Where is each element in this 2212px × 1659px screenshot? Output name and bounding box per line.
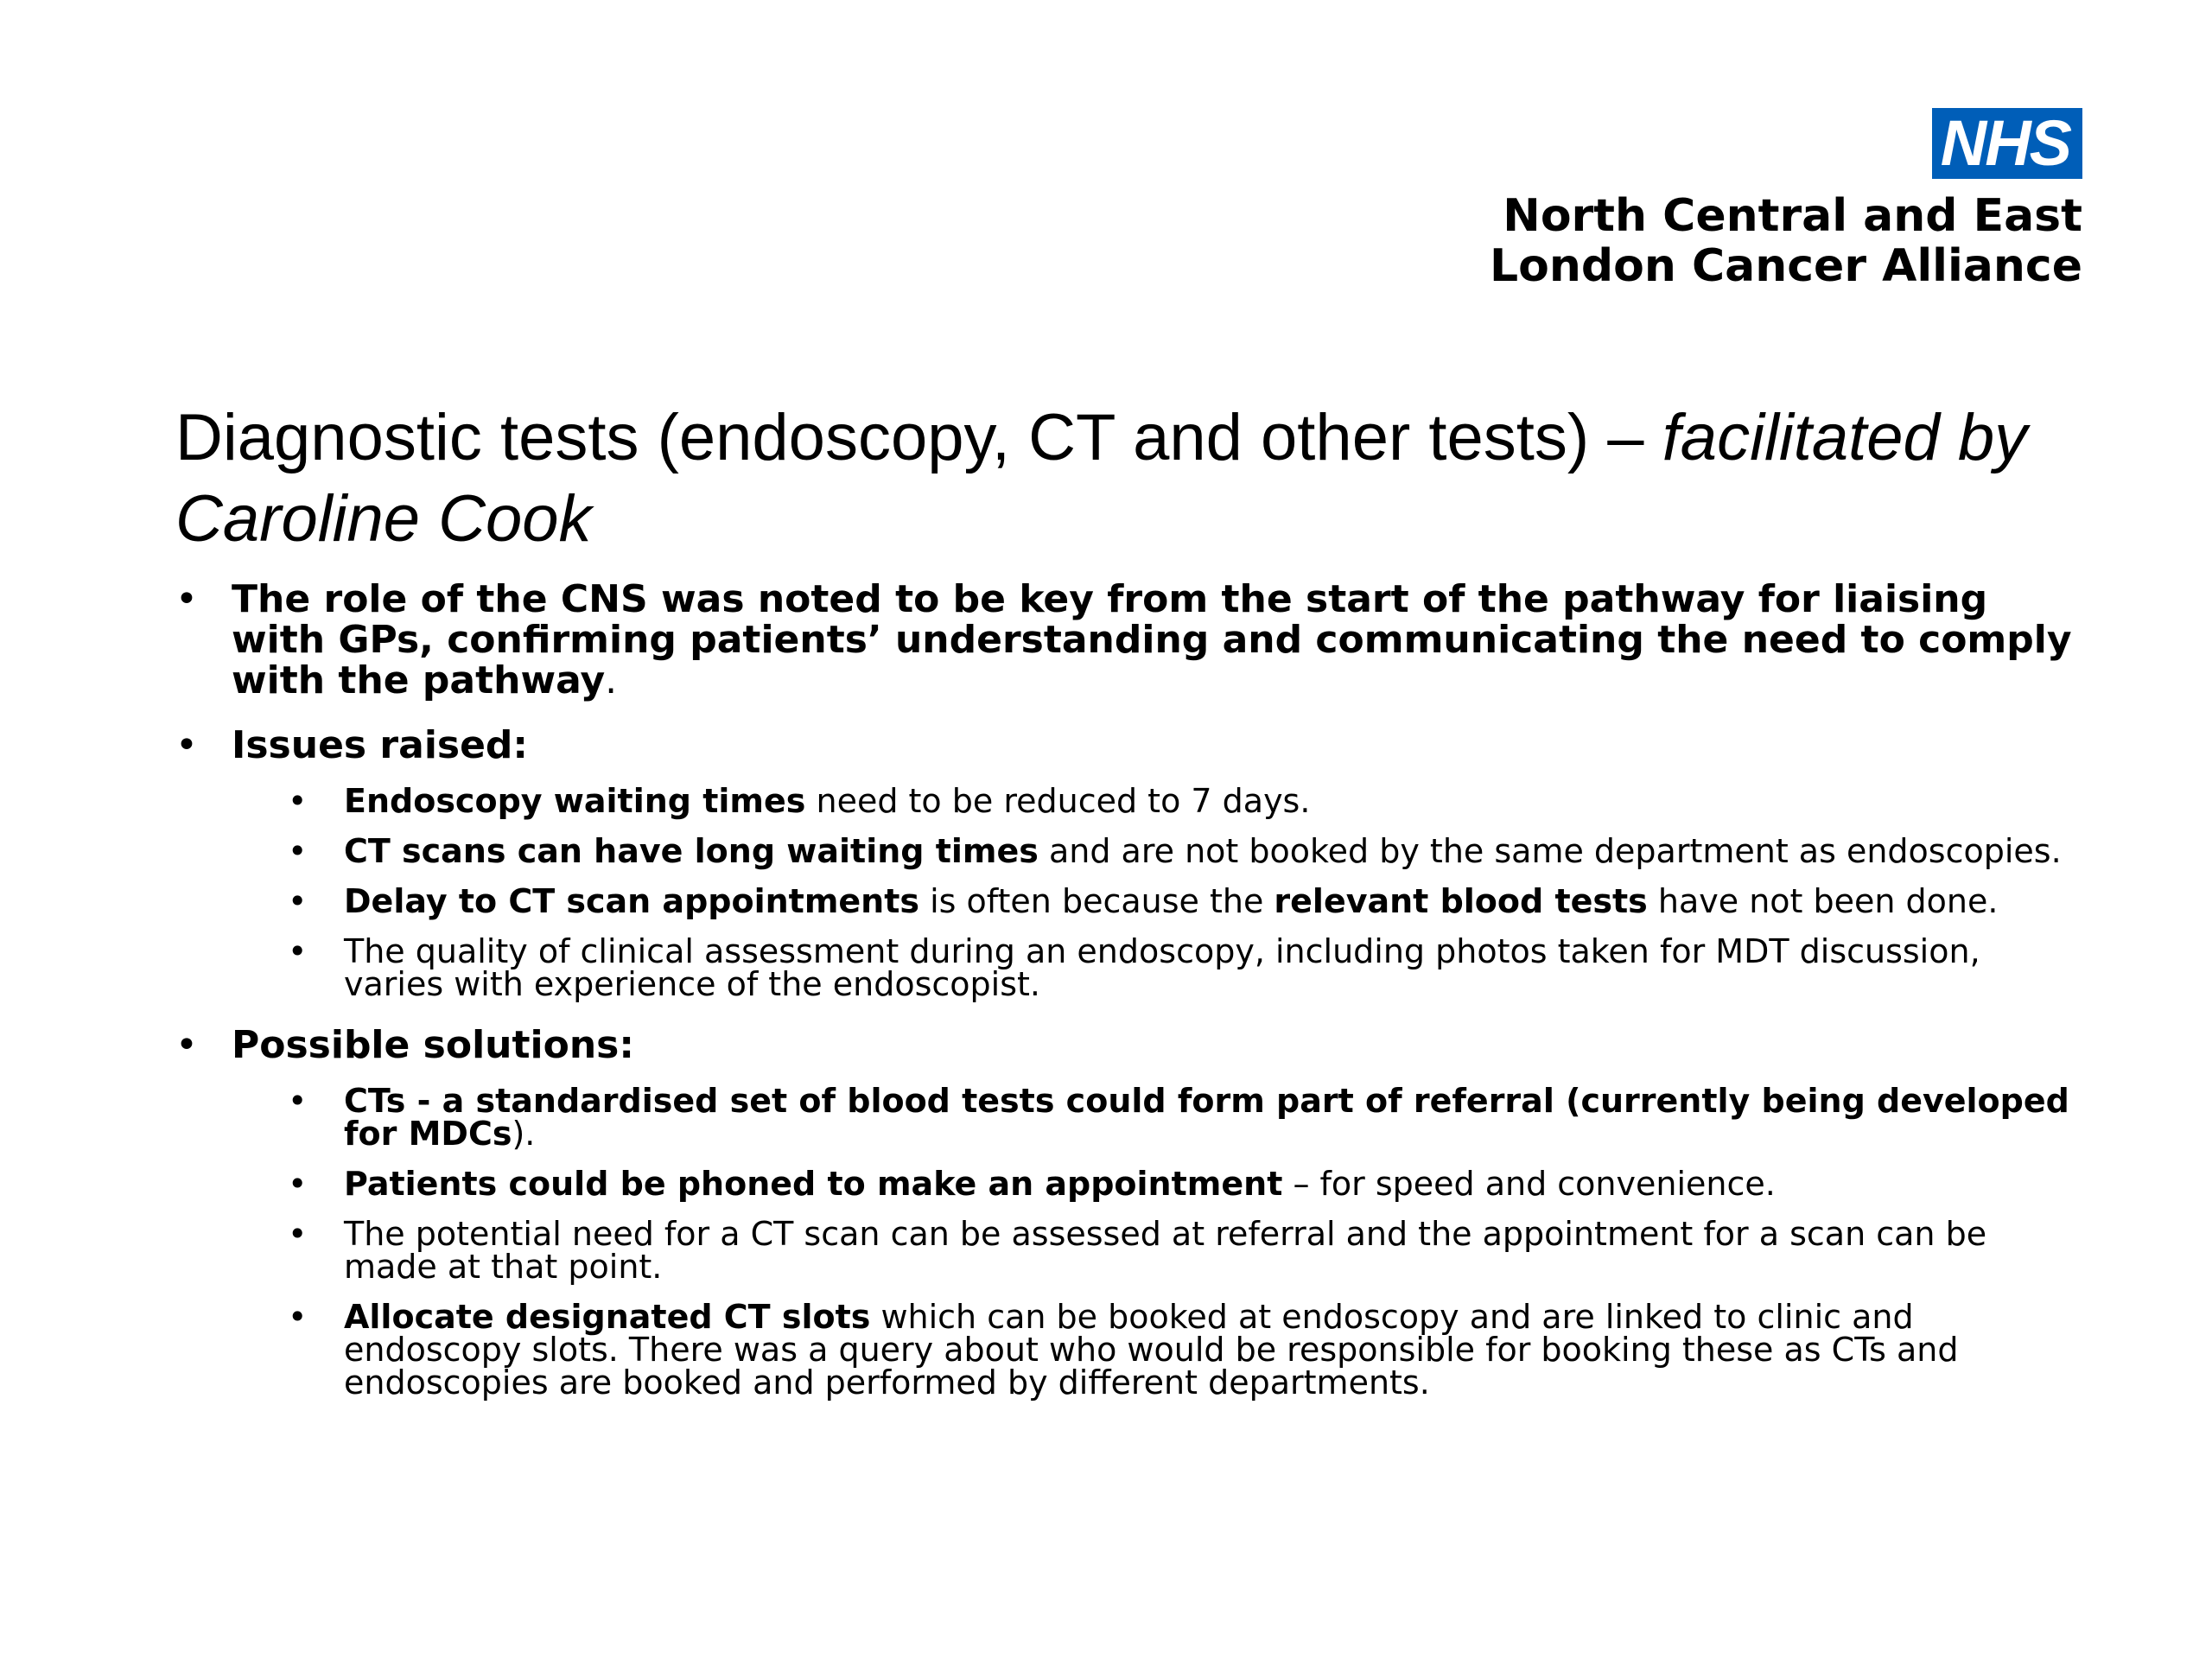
solution-item <box>288 1082 2076 1153</box>
issue-bold-2: relevant blood tests <box>1274 882 1648 920</box>
bullet-icon: • <box>175 1023 198 1067</box>
solution-rest: – for speed and convenience. <box>1282 1165 1776 1203</box>
bullet-possible-solutions <box>175 1023 2076 1402</box>
issue-mid: is often because the <box>919 882 1274 920</box>
issue-rest: The quality of clinical assessment during an endoscopy, including photos taken for MDT discussion, varies with experience of the endoscopist. <box>344 932 1980 1003</box>
issue-item <box>288 882 2076 920</box>
issue-rest: need to be reduced to 7 days. <box>805 782 1311 820</box>
issue-item <box>288 832 2076 870</box>
bullet-icon: • <box>288 1215 308 1253</box>
issue-item <box>288 782 2076 820</box>
organisation-logo-block <box>1490 108 2082 291</box>
bullet-icon: • <box>288 932 308 970</box>
organisation-name-line-2: London Cancer Alliance <box>1490 240 2082 292</box>
slide-content <box>175 579 2076 1423</box>
bullet-icon: • <box>288 832 308 870</box>
nhs-logo: NHS <box>1932 108 2082 179</box>
solution-bold: Patients could be phoned to make an appointment <box>344 1165 1283 1203</box>
solutions-list <box>232 1082 2076 1402</box>
bullet-icon: • <box>175 577 198 621</box>
solution-item <box>288 1215 2076 1286</box>
solution-item <box>288 1165 2076 1203</box>
bullet-cns-role <box>175 579 2076 701</box>
bullet-icon: • <box>288 1165 308 1203</box>
issue-bold: Delay to CT scan appointments <box>344 882 920 920</box>
cns-role-text: The role of the CNS was noted to be key from the start of the pathway for liaising with GPs, confirming patients’ understanding and communicating the need to comply with the pathway <box>232 577 2072 702</box>
issues-list <box>232 782 2076 1003</box>
issue-rest: and are not booked by the same department as endoscopies. <box>1038 832 2062 870</box>
bullet-icon: • <box>288 882 308 920</box>
solutions-heading: Possible solutions: <box>232 1023 634 1067</box>
issue-item <box>288 932 2076 1003</box>
solution-rest: which can be booked at endoscopy and are linked to clinic and endoscopy slots. There was a query about who would be responsible for booking these as CTs and endoscopies are booked and performed by different departments. <box>344 1298 1959 1402</box>
main-bullet-list <box>175 577 2076 1402</box>
solution-rest: ). <box>512 1115 536 1153</box>
bullet-icon: • <box>288 1082 308 1120</box>
bullet-icon: • <box>175 723 198 767</box>
solution-item <box>288 1298 2076 1402</box>
slide-title-facilitator: facilitated by Caroline Cook <box>175 401 2028 556</box>
solution-rest: The potential need for a CT scan can be assessed at referral and the appointment for a scan can be made at that point. <box>344 1215 1987 1286</box>
issue-bold: Endoscopy waiting times <box>344 782 806 820</box>
issue-bold: CT scans can have long waiting times <box>344 832 1039 870</box>
solution-bold: CTs - a standardised set of blood tests could form part of referral (currently being developed for MDCs <box>344 1082 2069 1153</box>
organisation-name-line-1: North Central and East <box>1503 190 2082 242</box>
issue-rest: have not been done. <box>1647 882 1999 920</box>
slide-title-main: Diagnostic tests (endoscopy, CT and other tests) – <box>175 401 1662 474</box>
solution-bold: Allocate designated CT slots <box>344 1298 871 1336</box>
organisation-name <box>1490 191 2082 291</box>
bullet-issues-raised <box>175 725 2076 1001</box>
bullet-icon: • <box>288 782 308 820</box>
cns-role-tail: . <box>605 658 618 702</box>
issues-heading: Issues raised: <box>232 723 529 767</box>
slide-title <box>175 397 2076 560</box>
bullet-icon: • <box>288 1298 308 1336</box>
